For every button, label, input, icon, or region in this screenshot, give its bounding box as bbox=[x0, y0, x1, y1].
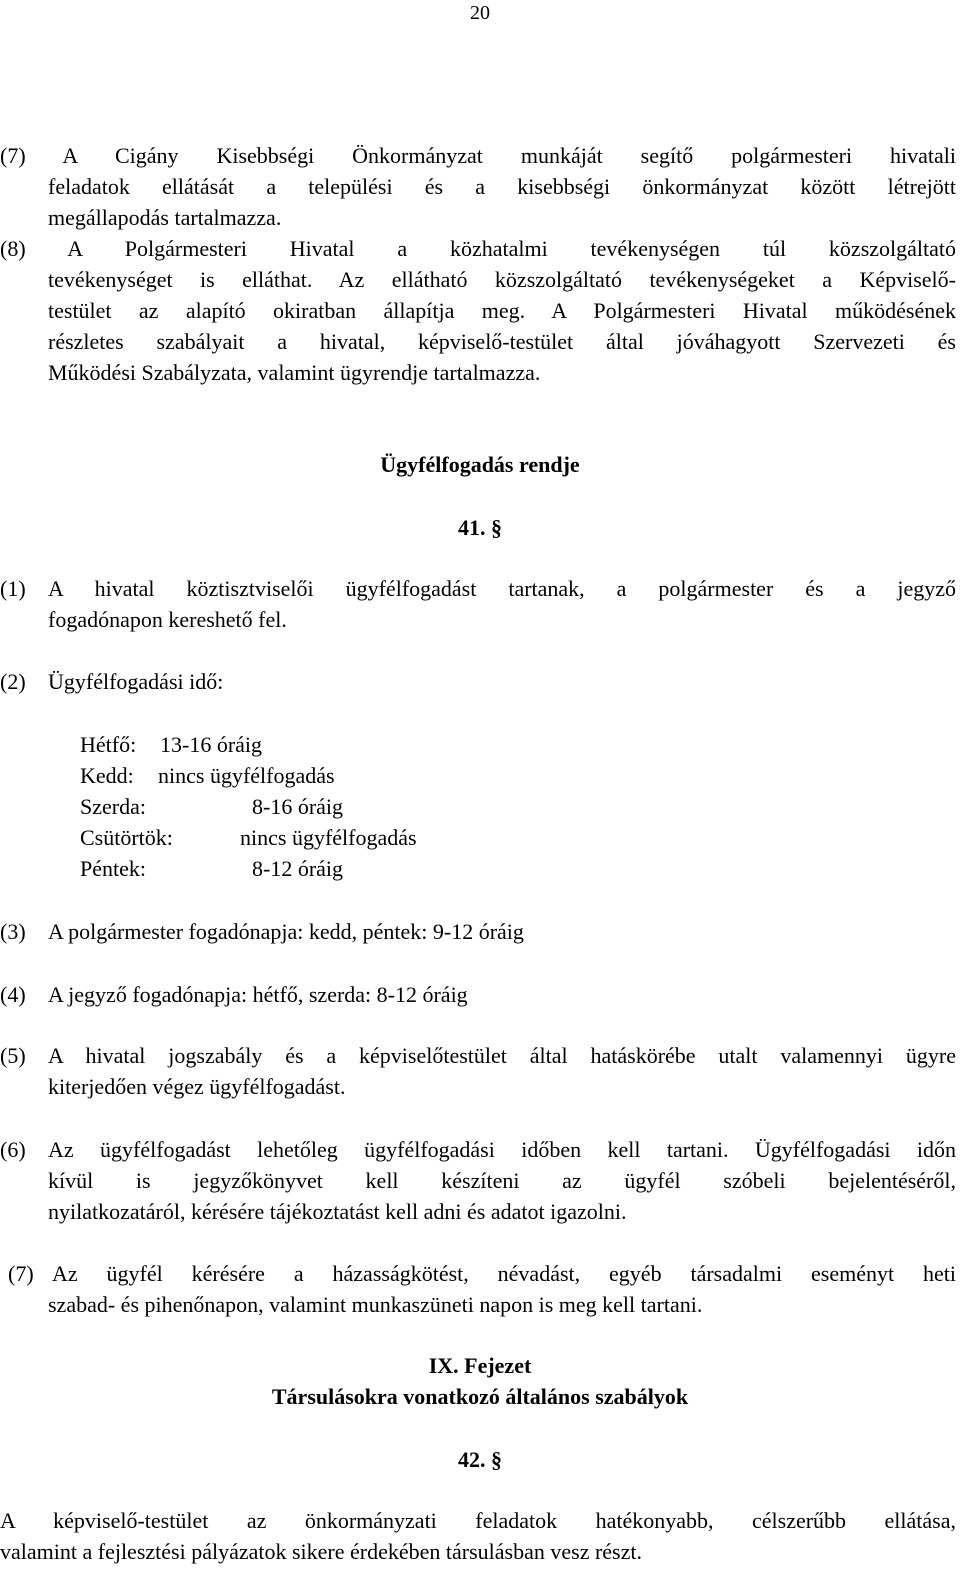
paragraph-line bbox=[0, 916, 960, 947]
paragraph-line: A képviselő-testület az önkormányzati feladatok hatékonyabb, célszerűbb ellátása, bbox=[0, 1508, 956, 1533]
paragraph-line bbox=[0, 1040, 960, 1071]
paragraph-line: (8) A Polgármesteri Hivatal a közhatalmi tevékenységen túl közszolgáltató bbox=[0, 236, 956, 261]
chapter-subtitle: Társulásokra vonatkozó általános szabályok bbox=[271, 1384, 689, 1409]
paragraph-line: Működési Szabályzata, valamint ügyrendje tartalmazza. bbox=[48, 360, 541, 385]
s41-paragraph-3 bbox=[0, 916, 960, 947]
paragraph-line: testület az alapító okiratban állapítja meg. A Polgármesteri Hivatal működésének bbox=[48, 298, 956, 323]
paragraph-line: részletes szabályait a hivatal, képviselő-testület által jóváhagyott Szervezeti és bbox=[48, 329, 956, 354]
paragraph-number: (6) bbox=[0, 1137, 26, 1162]
paragraph-number: (2) bbox=[0, 669, 26, 694]
s41-paragraph-7 bbox=[0, 1258, 960, 1320]
s41-paragraph-4 bbox=[0, 979, 960, 1010]
paragraph-line bbox=[0, 979, 960, 1010]
chapter-title: IX. Fejezet bbox=[428, 1353, 532, 1378]
s41-paragraph-5 bbox=[0, 1040, 960, 1102]
schedule-day: Péntek: bbox=[80, 856, 146, 881]
paragraph-line: feladatok ellátását a települési és a kisebbségi önkormányzat között létrejött bbox=[48, 174, 956, 199]
s42-paragraph bbox=[0, 1505, 960, 1567]
paragraph-line: tevékenységet is elláthat. Az ellátható közszolgáltató tevékenységeket a Képviselő- bbox=[48, 267, 956, 292]
schedule-day: Szerda: bbox=[80, 794, 146, 819]
paragraph-text: Az ügyfél kérésére a házasságkötést, névadást, egyéb társadalmi eseményt heti bbox=[52, 1261, 956, 1286]
paragraph-line bbox=[0, 1134, 960, 1165]
paragraph-text: A hivatal köztisztviselői ügyfélfogadást tartanak, a polgármester és a jegyző bbox=[48, 576, 956, 601]
paragraph-line bbox=[0, 573, 960, 604]
paragraph-8-polgarmesteri-hivatal bbox=[0, 233, 960, 388]
section-heading-ugyfelfogadas: Ügyfélfogadás rendje bbox=[380, 452, 580, 477]
schedule-day: Hétfő: bbox=[80, 732, 137, 757]
paragraph-line: kívül is jegyzőkönyvet kell készíteni az ügyfél szóbeli bejelentéséről, bbox=[48, 1168, 956, 1193]
schedule-time: nincs ügyfélfogadás bbox=[240, 825, 417, 850]
paragraph-number: (5) bbox=[0, 1043, 26, 1068]
paragraph-text: A jegyző fogadónapja: hétfő, szerda: 8-12 óráig bbox=[48, 982, 468, 1007]
paragraph-text: A polgármester fogadónapja: kedd, péntek: 9-12 óráig bbox=[48, 919, 524, 944]
paragraph-number: (7) bbox=[8, 1261, 34, 1286]
s41-paragraph-6 bbox=[0, 1134, 960, 1227]
paragraph-line bbox=[0, 1258, 960, 1289]
section-number-41: 41. § bbox=[458, 515, 502, 540]
paragraph-line: szabad- és pihenőnapon, valamint munkaszüneti napon is meg kell tartani. bbox=[48, 1292, 703, 1317]
paragraph-line: nyilatkozatáról, kérésére tájékoztatást kell adni és adatot igazolni. bbox=[48, 1199, 627, 1224]
schedule-time: 8-12 óráig bbox=[252, 856, 344, 881]
paragraph-line: kiterjedően végez ügyfélfogadást. bbox=[48, 1074, 346, 1099]
section-number-42: 42. § bbox=[458, 1447, 502, 1472]
paragraph-line: (7) A Cigány Kisebbségi Önkormányzat munkáját segítő polgármesteri hivatali bbox=[0, 143, 956, 168]
paragraph-7-kisebbsegi bbox=[0, 140, 960, 233]
schedule-day: Csütörtök: bbox=[80, 825, 173, 850]
paragraph-line: valamint a fejlesztési pályázatok sikere érdekében társulásban vesz részt. bbox=[0, 1539, 642, 1564]
paragraph-number: (1) bbox=[0, 576, 26, 601]
paragraph-number: (3) bbox=[0, 919, 26, 944]
paragraph-text: Ügyfélfogadási idő: bbox=[48, 669, 224, 694]
s41-paragraph-2 bbox=[0, 666, 960, 697]
paragraph-text: A hivatal jogszabály és a képviselőtestület által hatáskörébe utalt valamennyi ügyre bbox=[48, 1043, 956, 1068]
paragraph-line: megállapodás tartalmazza. bbox=[48, 205, 282, 230]
paragraph-line bbox=[0, 666, 960, 697]
s41-paragraph-1 bbox=[0, 573, 960, 635]
paragraph-text: Az ügyfélfogadást lehetőleg ügyfélfogadási időben kell tartani. Ügyfélfogadási időn bbox=[48, 1137, 956, 1162]
paragraph-line: fogadónapon kereshető fel. bbox=[48, 607, 287, 632]
schedule-day: Kedd: bbox=[80, 763, 134, 788]
schedule-time: 8-16 óráig bbox=[252, 794, 344, 819]
page-number: 20 bbox=[470, 2, 490, 24]
paragraph-number: (4) bbox=[0, 982, 26, 1007]
schedule-time: nincs ügyfélfogadás bbox=[158, 763, 335, 788]
schedule-time: 13-16 óráig bbox=[160, 732, 263, 757]
